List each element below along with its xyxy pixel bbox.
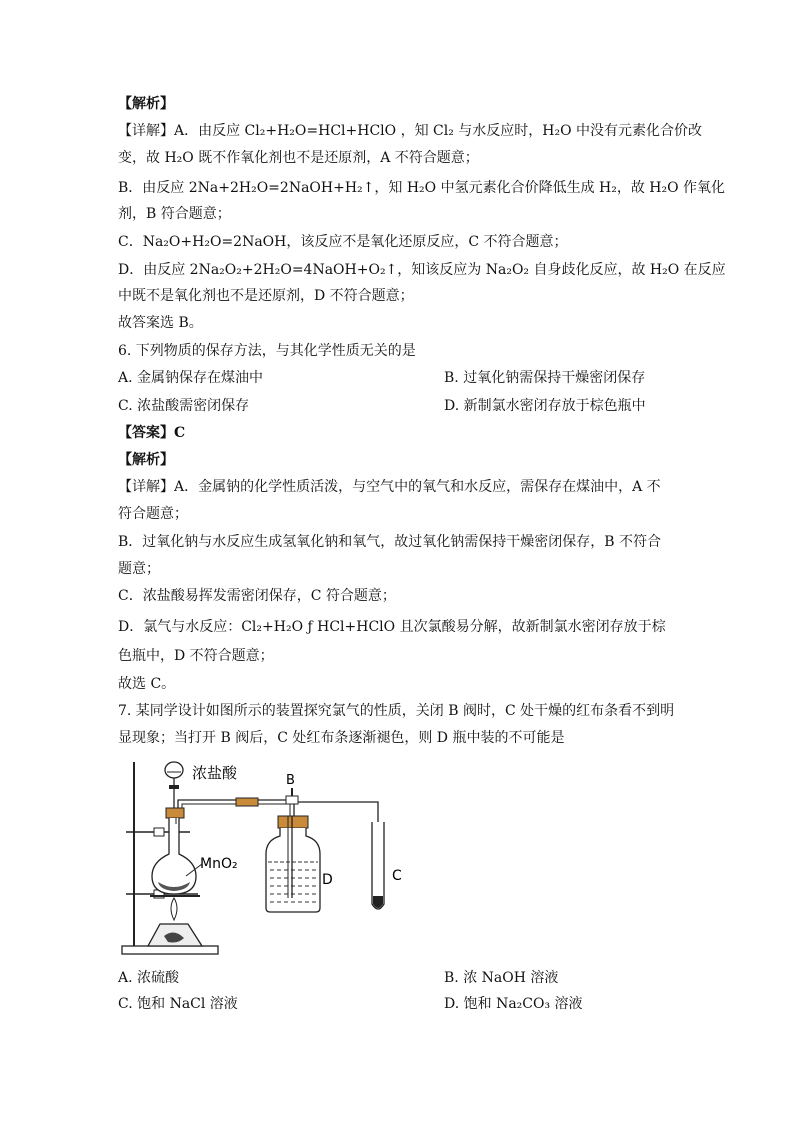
label-d: D: [322, 872, 333, 888]
funnel-stopcock: [169, 785, 179, 789]
clamp: [154, 828, 164, 836]
analysis-header: 【解析】: [118, 96, 174, 112]
bottle-stopper: [278, 816, 308, 828]
analysis-line: C．浓盐酸易挥发需密闭保存，C 符合题意；: [118, 588, 396, 604]
label-b: B: [286, 773, 295, 788]
analysis-line: 变，故 H₂O 既不作氧化剂也不是还原剂，A 不符合题意；: [118, 150, 479, 166]
option-a: A. 金属钠保存在煤油中: [118, 370, 264, 386]
label-mno2: MnO₂: [200, 856, 238, 872]
question-stem: 7. 某同学设计如图所示的装置探究氯气的性质，关闭 B 阀时，C 处干燥的红布条看不到明: [118, 703, 675, 719]
separatory-funnel: [165, 762, 183, 778]
option-d: D. 饱和 Na₂CO₃ 溶液: [444, 996, 583, 1012]
option-c: C. 浓盐酸需密闭保存: [118, 398, 250, 414]
option-c: C. 饱和 NaCl 溶液: [118, 996, 238, 1012]
apparatus-figure: [118, 758, 418, 958]
analysis-line: 中既不是氧化剂也不是还原剂，D 不符合题意；: [118, 288, 414, 304]
analysis-line: 故答案选 B。: [118, 315, 203, 331]
flask-stopper: [166, 808, 184, 818]
label-acid: 浓盐酸: [192, 764, 238, 782]
option-b: B. 浓 NaOH 溶液: [444, 970, 559, 986]
analysis-header: 【解析】: [118, 452, 174, 468]
valve-b: [286, 796, 298, 804]
label-c: C: [392, 868, 402, 884]
rubber-connector: [236, 798, 258, 806]
test-tube-c: [372, 822, 384, 909]
option-a: A. 浓硫酸: [118, 970, 180, 986]
stand-base: [122, 946, 218, 954]
analysis-line: C．Na₂O+H₂O=2NaOH，该反应不是氧化还原反应，C 不符合题意；: [118, 234, 568, 250]
analysis-line: 故选 C。: [118, 676, 176, 692]
analysis-line: 【详解】A．由反应 Cl₂+H₂O=HCl+HClO ，知 Cl₂ 与水反应时，H₂O 中没有元素化合价改: [118, 123, 703, 139]
analysis-line: D．氯气与水反应：Cl₂+H₂O ƒ HCl+HClO 且次氯酸易分解，故新制氯水密闭存放于棕: [118, 619, 666, 635]
question-stem: 显现象；当打开 B 阀后，C 处红布条逐渐褪色，则 D 瓶中装的不可能是: [118, 730, 565, 746]
analysis-line: 题意；: [118, 561, 160, 577]
analysis-line: 【详解】A．金属钠的化学性质活泼，与空气中的氧气和水反应，需保存在煤油中，A 不: [118, 479, 661, 495]
option-b: B. 过氧化钠需保持干燥密闭保存: [444, 370, 646, 386]
analysis-line: D．由反应 2Na₂O₂+2H₂O=4NaOH+O₂↑，知该反应为 Na₂O₂ 自身歧化反应，故 H₂O 在反应: [118, 262, 726, 278]
analysis-line: B．由反应 2Na+2H₂O=2NaOH+H₂↑，知 H₂O 中氢元素化合价降低生成 H₂，故 H₂O 作氧化: [118, 180, 726, 196]
option-d: D. 新制氯水密闭存放于棕色瓶中: [444, 398, 646, 414]
analysis-line: B．过氧化钠与水反应生成氢氧化钠和氧气，故过氧化钠需保持干燥密闭保存，B 不符合: [118, 534, 662, 550]
answer-label: 【答案】C: [118, 425, 186, 441]
flame: [171, 898, 177, 920]
question-stem: 6. 下列物质的保存方法，与其化学性质无关的是: [118, 343, 416, 359]
analysis-line: 剂，B 符合题意；: [118, 206, 231, 222]
analysis-line: 色瓶中，D 不符合题意；: [118, 648, 274, 664]
analysis-line: 符合题意；: [118, 506, 188, 522]
